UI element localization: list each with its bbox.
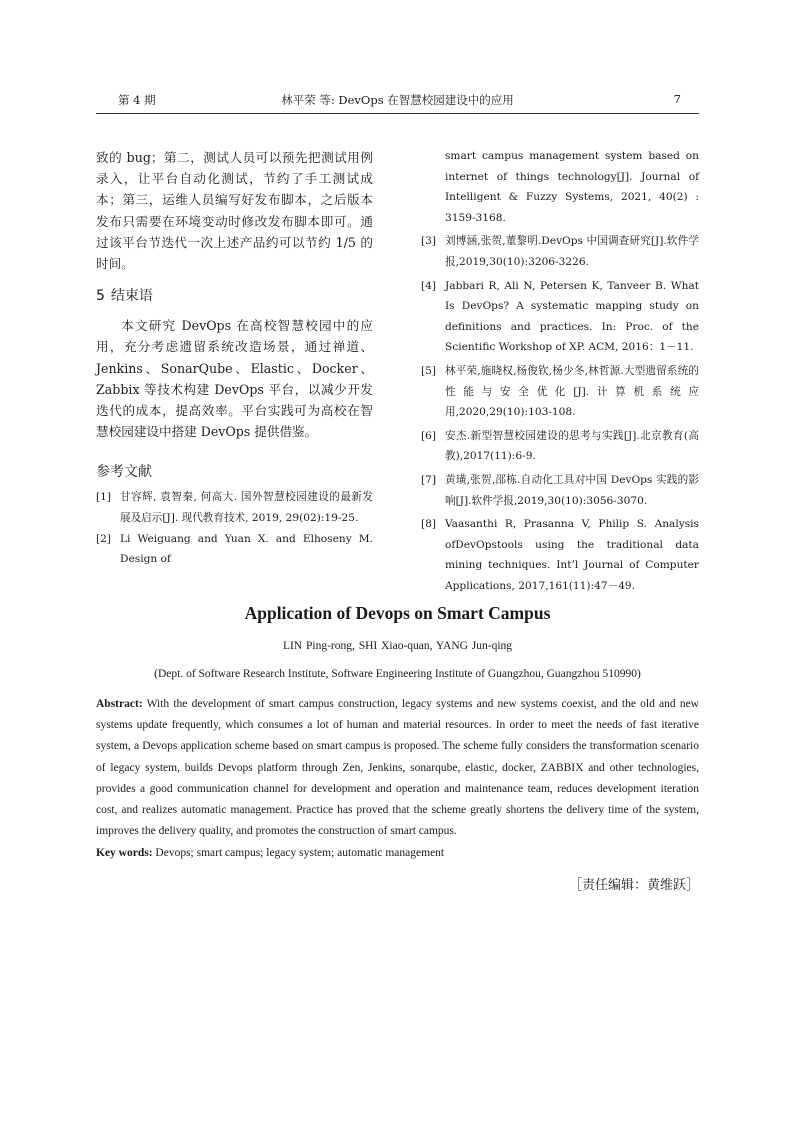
header-rule xyxy=(96,113,699,114)
reference-number: [7] xyxy=(421,473,437,486)
section-title: 结束语 xyxy=(110,288,153,305)
reference-item xyxy=(421,231,699,272)
keywords-text: Devops; smart campus; legacy system; automatic management xyxy=(155,847,445,860)
reference-item xyxy=(421,361,699,423)
page-number: 7 xyxy=(673,92,681,106)
english-abstract xyxy=(96,694,699,842)
conclusion-paragraph: 本文研究 DevOps 在高校智慧校园中的应用，充分考虑遗留系统改造场景，通过禅道、Jenkins、SonarQube、Elastic、Docker、Zabbix 等技术构建 DevOps 平台，以减少开发迭代的成本，提高效率。平台实践可为高校在智慧校园建设中搭建 DevOps 提供借鉴。 xyxy=(96,318,373,440)
reference-item xyxy=(421,470,699,511)
reference-text: 甘容辉, 袁智秦, 何高大. 国外智慧校园建设的最新发展及启示[J]. 现代教育技术, 2019, 29(02):19-25. xyxy=(120,491,373,525)
reference-number: [3] xyxy=(421,235,437,248)
reference-text: Jabbari R, Ali N, Petersen K, Tanveer B. What Is DevOps? A systematic mapping study on definitions and practices. In: Proc. of the Scientific Workshop of XP. ACM, 2016：1－11. xyxy=(445,279,699,354)
reference-item xyxy=(96,529,373,570)
reference-number: [2] xyxy=(96,532,112,545)
references-heading: 参考文献 xyxy=(96,464,152,481)
reference-number: [4] xyxy=(421,279,437,292)
running-header xyxy=(96,90,699,112)
responsible-editor: ［责任编辑：黄维跃］ xyxy=(568,878,699,893)
right-column xyxy=(421,146,699,599)
reference-number: [6] xyxy=(421,429,437,442)
reference-text: smart campus management system based on internet of things technology[J]. Journal of Intelligent & Fuzzy Systems, 2021, 40(2) : 3159-3168. xyxy=(445,150,699,224)
issue-label: 第 4 期 xyxy=(118,93,156,107)
keywords-label: Key words: xyxy=(96,847,153,860)
reference-text: Li Weiguang and Yuan X. and Elhoseny M. Design of xyxy=(120,532,373,566)
reference-continuation xyxy=(421,146,699,228)
continued-paragraph: 致的 bug；第二，测试人员可以预先把测试用例录入，让平台自动化测试，节约了手工测试成本；第三，运维人员编写好发布脚本，之后版本发布只需要在环境变动时修改发布脚本即可。通过该平台节迭代一次上述产品约可以节约 1/5 的时间。 xyxy=(96,150,373,272)
english-abstract-block xyxy=(96,603,699,863)
reference-item xyxy=(96,487,373,528)
section-number: 5 xyxy=(96,288,105,305)
abstract-text: With the development of smart campus construction, legacy systems and new systems coexist, and the old and new systems update frequently, which consumes a lot of human and material resources. In order to meet the needs of fast iterative system, a Devops application scheme based on smart campus is proposed. The scheme fully considers the transformation scenario of legacy system, builds Devops platform through Zen, Jenkins, sonarqube, elastic, docker, ZABBIX and other technologies, provides a good communication channel for development and operation and maintenance team, reduces development iteration cost, and realizes automatic management. Practice has proved that the scheme greatly shortens the delivery time of the system, improves the delivery quality, and promotes the construction of smart campus. xyxy=(96,698,699,838)
reference-text: Vaasanthi R, Prasanna V, Philip S. Analysis ofDevOpstools using the traditional data mining techniques. Int’l Journal of Computer Applications, 2017,161(11):47－49. xyxy=(445,518,699,592)
reference-number: [1] xyxy=(96,491,112,504)
english-title: Application of Devops on Smart Campus xyxy=(244,603,551,623)
reference-number: [8] xyxy=(421,518,437,531)
left-column xyxy=(96,147,373,570)
abstract-label: Abstract: xyxy=(96,698,143,710)
section-heading xyxy=(96,286,373,306)
reference-text: 安杰.新型智慧校园建设的思考与实践[J].北京教育(高教),2017(11):6-9. xyxy=(445,429,699,463)
reference-number: [5] xyxy=(421,364,437,377)
english-keywords xyxy=(96,843,699,863)
english-affiliation: (Dept. of Software Research Institute, Software Engineering Institute of Guangzhou, Guangzhou 510990) xyxy=(154,668,641,680)
reference-item xyxy=(421,426,699,467)
reference-text: 刘博涵,张贺,董黎明.DevOps 中国调查研究[J].软件学报,2019,30(10):3206-3226. xyxy=(445,235,699,268)
reference-item xyxy=(421,514,699,596)
reference-item xyxy=(421,276,699,358)
reference-text: 林平荣,施晓权,杨俊钦,杨少冬,林哲源.大型遗留系统的性能与安全优化[J].计算机系统应用,2020,29(10):103-108. xyxy=(445,364,699,419)
running-title: 林平荣 等: DevOps 在智慧校园建设中的应用 xyxy=(281,93,514,107)
english-authors: LIN Ping-rong, SHI Xiao-quan, YANG Jun-qing xyxy=(282,640,513,652)
reference-text: 黄璜,张贺,邵栋.自动化工具对中国 DevOps 实践的影响[J].软件学报,2019,30(10):3056-3070. xyxy=(445,473,699,507)
